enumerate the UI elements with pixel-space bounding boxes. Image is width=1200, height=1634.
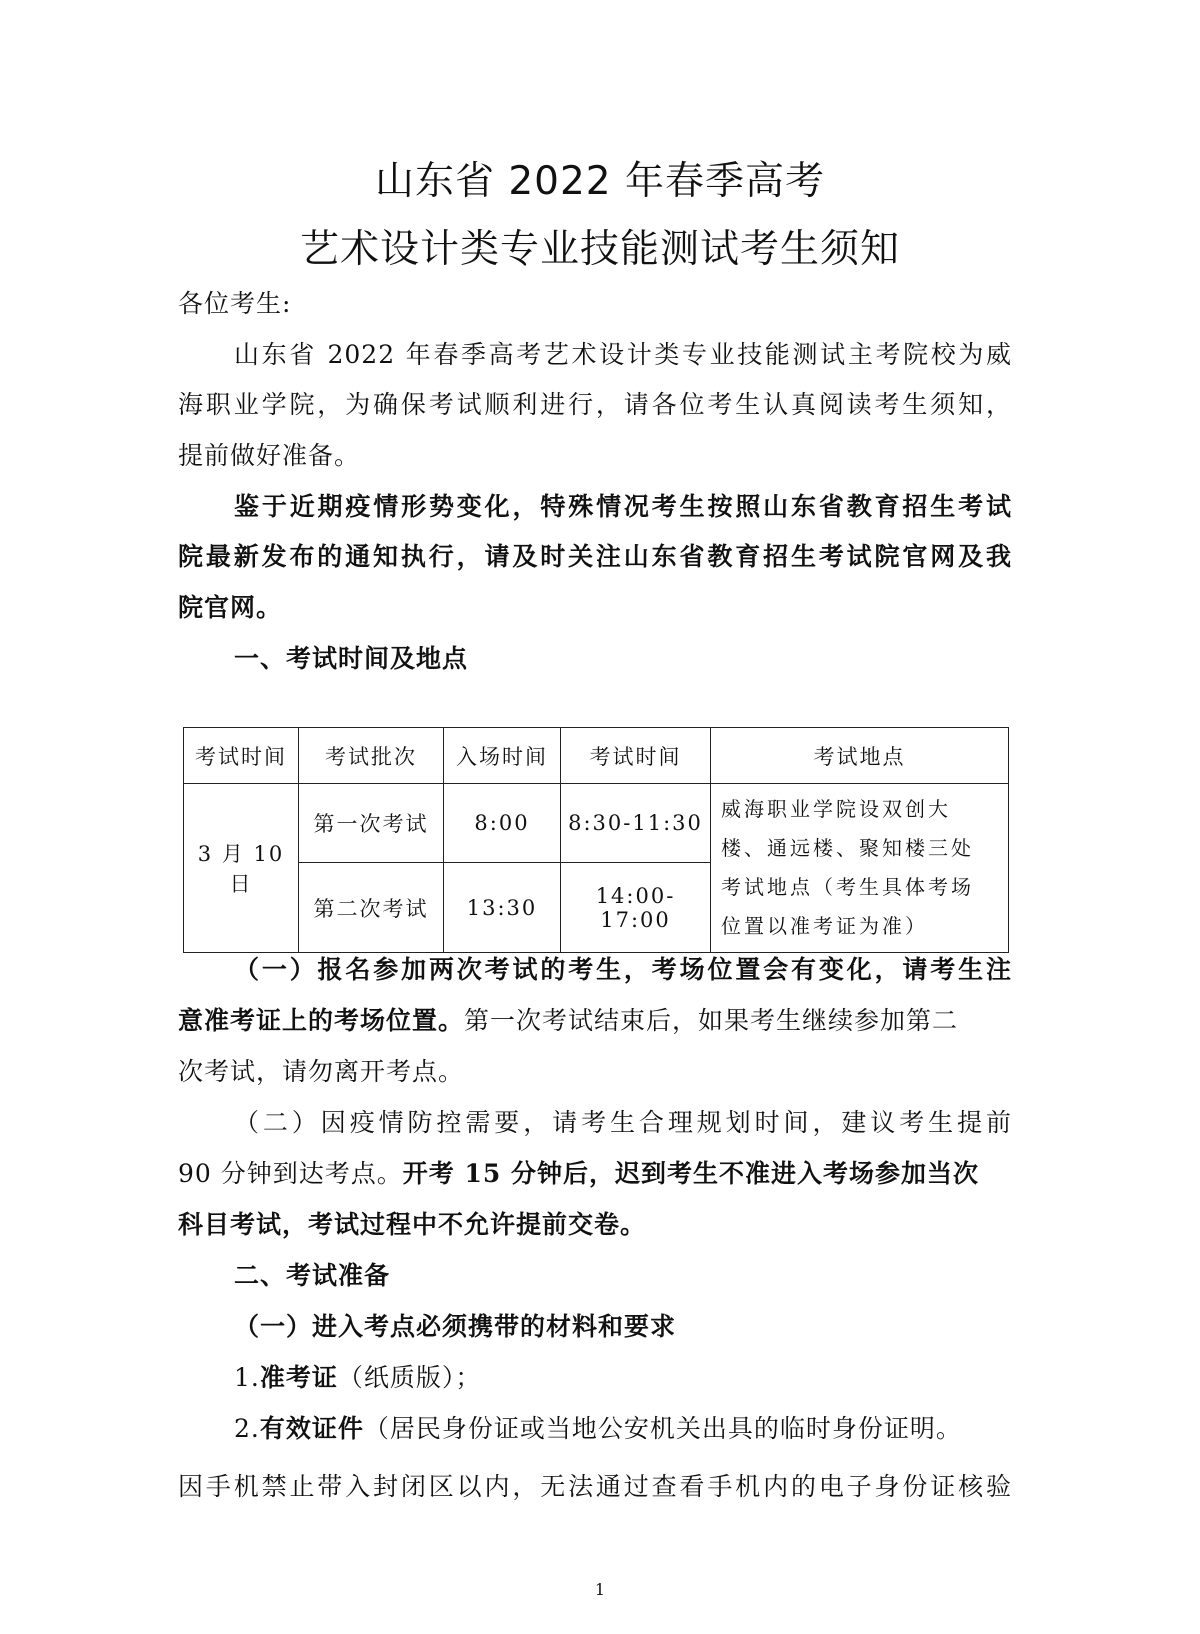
location-line: 位置以准考证为准）: [721, 914, 928, 938]
batch-cell: 第一次考试: [299, 784, 444, 863]
page-number: 1: [594, 1580, 606, 1599]
paragraph-line: （二）因疫情防控需要，请考生合理规划时间，建议考生提前: [234, 1108, 1012, 1137]
exam-schedule-table: [183, 727, 1009, 953]
table-header-cell: 考试地点: [711, 728, 1009, 784]
exam-time-cell: 8:30-11:30: [561, 784, 711, 863]
intro-line: 山东省 2022 年春季高考艺术设计类专业技能测试主考院校为威: [234, 340, 1012, 369]
table-header-cell: 考试时间: [561, 728, 711, 784]
list-item-text: （纸质版）；: [337, 1363, 482, 1392]
paragraph-emphasis: 意准考证上的考场位置。: [178, 1006, 465, 1035]
intro-line: 海职业学院，为确保考试顺利进行，请各位考生认真阅读考生须知，: [178, 390, 1012, 419]
notice-line: 院最新发布的通知执行，请及时关注山东省教育招生考试院官网及我: [178, 542, 1012, 571]
salutation: 各位考生:: [178, 289, 292, 318]
location-line: 考试地点（考生具体考场: [721, 875, 974, 899]
exam-date-cell: 3 月 10 日: [184, 784, 299, 953]
subsection-heading: （一）进入考点必须携带的材料和要求: [234, 1312, 677, 1341]
notice-line: 院官网。: [178, 593, 283, 622]
paragraph-text: 第一次考试结束后，如果考生继续参加第二: [464, 1006, 959, 1035]
list-item-text: （居民身份证或当地公安机关出具的临时身份证明。: [363, 1414, 962, 1443]
document-title-line2: 艺术设计类专业技能测试考生须知: [299, 227, 900, 272]
paragraph-line: [178, 1004, 1012, 1038]
table-header-cell: 考试时间: [184, 728, 299, 784]
paragraph-line: 因手机禁止带入封闭区以内，无法通过查看手机内的电子身份证核验: [178, 1472, 1012, 1501]
list-item-emphasis: 准考证: [259, 1363, 338, 1392]
exam-time-cell: 14:00-17:00: [561, 863, 711, 953]
table-header-row: [184, 728, 1009, 784]
notice-line: 鉴于近期疫情形势变化，特殊情况考生按照山东省教育招生考试: [234, 492, 1012, 521]
section-heading: 一、考试时间及地点: [234, 644, 469, 673]
list-item: [234, 1412, 1012, 1446]
paragraph-line: 科目考试，考试过程中不允许提前交卷。: [178, 1210, 647, 1239]
exam-location-cell: [711, 784, 1009, 953]
paragraph-line: （一）报名参加两次考试的考生，考场位置会有变化，请考生注: [234, 955, 1012, 984]
list-item: [234, 1361, 1012, 1395]
section-heading: 二、考试准备: [234, 1261, 391, 1290]
intro-line: 提前做好准备。: [178, 441, 361, 470]
location-line: 楼、通远楼、聚知楼三处: [721, 836, 974, 860]
location-line: 威海职业学院设双创大: [721, 797, 951, 821]
paragraph-emphasis: 开考 15 分钟后，迟到考生不准进入考场参加当次: [402, 1159, 979, 1188]
paragraph-line: 次考试，请勿离开考点。: [178, 1057, 465, 1086]
table-header-cell: 入场时间: [444, 728, 561, 784]
entry-time-cell: 13:30: [444, 863, 561, 953]
list-item-emphasis: 有效证件: [259, 1414, 364, 1443]
batch-cell: 第二次考试: [299, 863, 444, 953]
paragraph-line: [178, 1157, 1012, 1191]
list-item-number: 1.: [234, 1363, 260, 1392]
paragraph-text: 90 分钟到达考点。: [178, 1159, 403, 1188]
list-item-number: 2.: [234, 1414, 260, 1443]
document-title-line1: 山东省 2022 年春季高考: [374, 159, 826, 204]
table-header-cell: 考试批次: [299, 728, 444, 784]
table-row: [184, 784, 1009, 863]
entry-time-cell: 8:00: [444, 784, 561, 863]
